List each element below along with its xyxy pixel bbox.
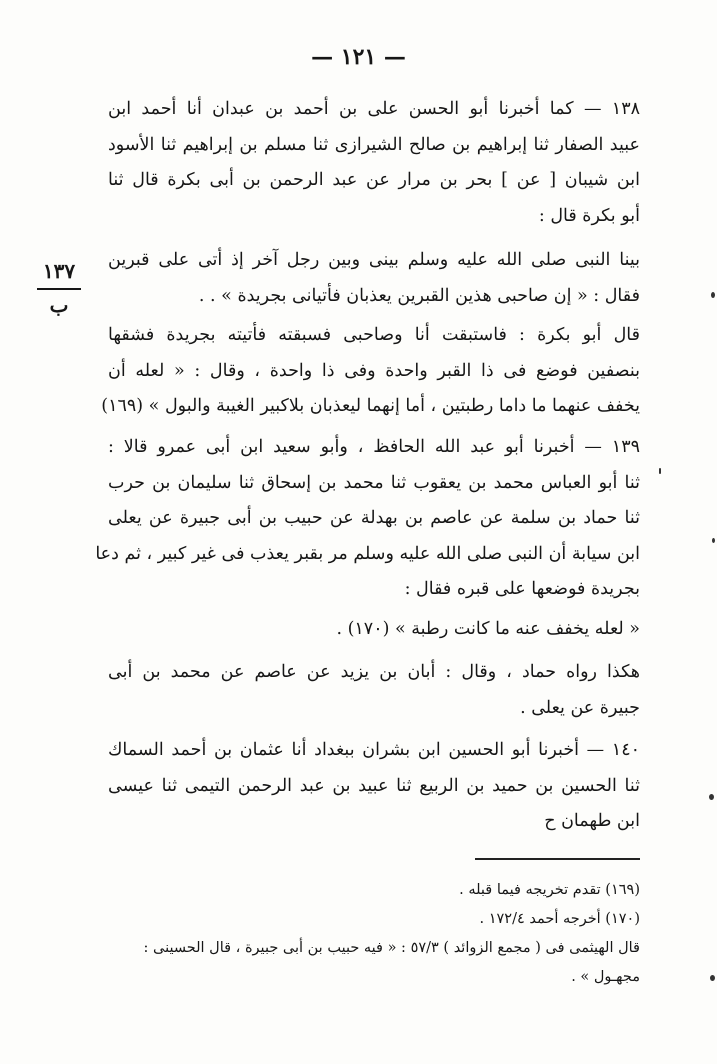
text-line: بنصفين فوضع فى ذا القبر واحدة وفى ذا واحدة ، وقال : « لعله أن [108, 360, 640, 381]
paragraph-abu-bakra [101, 318, 640, 425]
text-line: ١٤٠ — أخبرنا أبو الحسين ابن بشران ببغداد أنا عثمان بن أحمد السماك [108, 740, 640, 760]
text-line: أبو بكرة قال : [538, 205, 640, 226]
paragraph-matn-138 [108, 243, 640, 314]
scan-speck [659, 468, 661, 474]
text-line: بينا النبى صلى الله عليه وسلم بينى وبين رجل آخر إذ أتى على قبرين [108, 250, 640, 270]
folio-side: ب [49, 292, 69, 317]
paragraph-quotation-139 [108, 612, 640, 648]
paragraph-hadith-139 [95, 430, 640, 608]
text-line: بجريدة فوضعها على قبره فقال : [404, 579, 640, 599]
scan-speck [710, 975, 715, 981]
footnotes [108, 876, 640, 992]
text-line: « لعله يخفف عنه ما كانت رطبة » (١٧٠) . [336, 619, 640, 639]
text-line: ثنا حماد بن سلمة عن عاصم بن بهدلة عن حبيب بن أبى جبيرة عن يعلى [108, 508, 640, 528]
text-line: هكذا رواه حماد ، وقال : أبان بن يزيد عن عاصم عن محمد بن أبى [108, 662, 640, 682]
text-line: ثنا الحسين بن حميد بن الربيع ثنا عبيد بن عبد الرحمن التيمى ثنا عيسى [108, 775, 640, 796]
text-line: ثنا أبو العباس محمد بن يعقوب ثنا محمد بن إسحاق ثنا سليمان بن حرب [108, 472, 640, 493]
text-line: قال أبو بكرة : فاستبقت أنا وصاحبى فسبقته فأتيته بجريدة فشقها [108, 325, 640, 345]
scan-speck [709, 794, 714, 800]
footnote-170: (١٧٠) أخرجه أحمد ١٧٢/٤ . [479, 911, 640, 927]
text-line: ابن سيابة أن النبى صلى الله عليه وسلم مر بقبر يعذب فى غير كبير ، ثم دعا [95, 543, 640, 564]
text-line: ١٣٨ — كما أخبرنا أبو الحسن على بن أحمد بن عبدان أنا أحمد ابن [108, 99, 640, 119]
manuscript-folio-note [28, 256, 90, 320]
footnote-170-continued: قال الهيثمى فى ( مجمع الزوائد ) ٥٧/٣ : « فيه حبيب بن أبى جبيرة ، قال الحسينى : [143, 940, 640, 956]
scan-speck [712, 538, 715, 543]
footnote-170-end: مجهـول » . [571, 969, 640, 985]
paragraph-hadith-140 [108, 733, 640, 840]
text-line: ١٣٩ — أخبرنا أبو عبد الله الحافظ ، وأبو سعيد ابن أبى عمرو قالا : [108, 437, 640, 457]
page-number: — ١٢١ — [311, 44, 406, 70]
text-line: ابن طهمان ح [544, 811, 640, 831]
footnote-169: (١٦٩) تقدم تخريجه فيما قبله . [459, 882, 640, 898]
paragraph-hadith-138 [108, 92, 640, 234]
text-line: جبيرة عن يعلى . [520, 697, 640, 718]
text-line: ابن شيبان [ عن ] بحر بن مرار عن عبد الرحمن بن أبى بكرة قال ثنا [108, 170, 640, 190]
text-line: عبيد الصفار ثنا إبراهيم بن صالح الشيرازى ثنا مسلم بن إبراهيم ثنا الأسود [108, 134, 640, 155]
paragraph-riwaya-note [108, 655, 640, 726]
text-line: يخفف عنهما ما داما رطبتين ، أما إنهما ليعذبان بلاكبير الغيبة والبول » (١٦٩) [101, 396, 640, 416]
footnote-separator [475, 858, 640, 860]
text-line: فقال : « إن صاحبى هذين القبرين يعذبان فأتيانى بجريدة » . . [198, 285, 640, 306]
scan-speck [711, 292, 715, 298]
folio-number: ١٣٧ [42, 259, 76, 283]
